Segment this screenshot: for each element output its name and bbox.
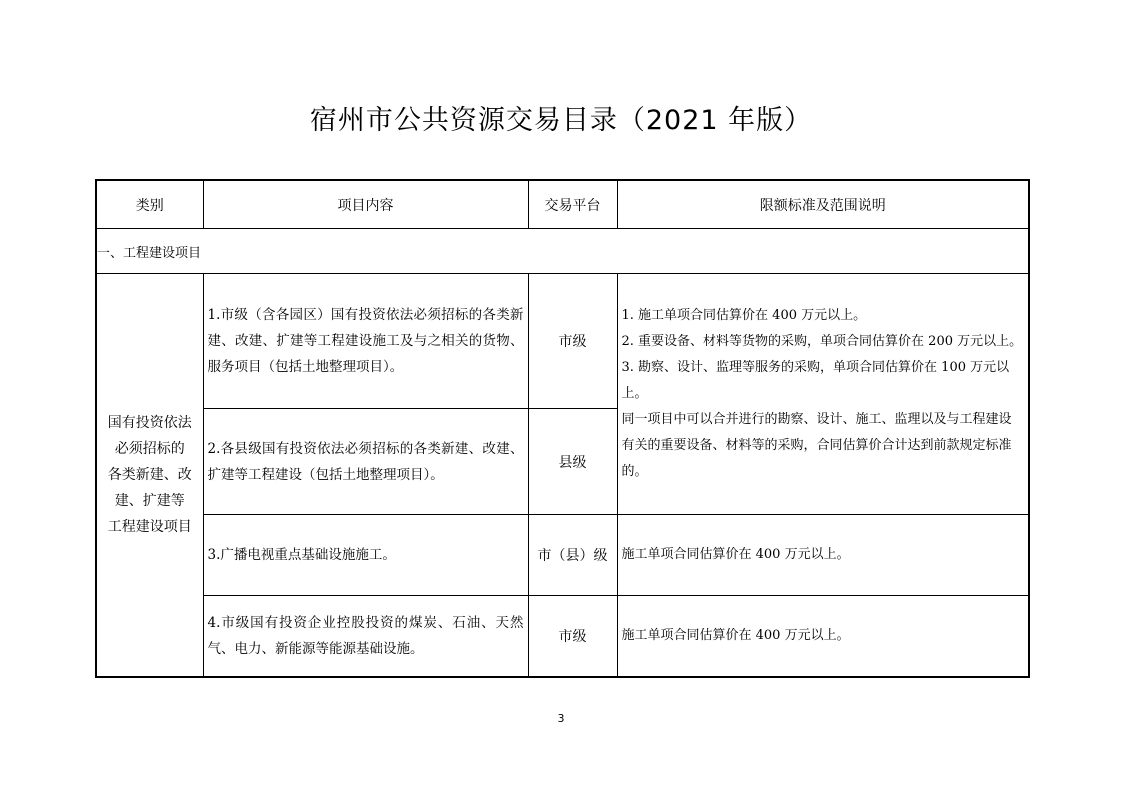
- content-cell: 4.市级国有投资企业控股投资的煤炭、石油、天然气、电力、新能源等能源基础设施。: [203, 596, 528, 677]
- platform-cell: 市（县）级: [528, 515, 617, 596]
- limit-cell: 施工单项合同估算价在 400 万元以上。: [617, 596, 1029, 677]
- header-category: 类别: [96, 180, 203, 229]
- shared-limit-cell: [617, 274, 1029, 515]
- limit-line: 3. 勘察、设计、监理等服务的采购，单项合同估算价在 100 万元以上。: [621, 360, 1010, 401]
- category-line: 国有投资依法: [107, 414, 192, 431]
- table-row: [96, 596, 1029, 677]
- platform-cell: 市级: [528, 596, 617, 677]
- table-row: [96, 274, 1029, 409]
- category-line: 建、扩建等: [114, 492, 185, 509]
- page-title: 宿州市公共资源交易目录（2021 年版）: [309, 105, 813, 136]
- resource-catalog-table: [95, 179, 1030, 678]
- category-cell: [96, 274, 203, 677]
- limit-line: 同一项目中可以合并进行的勘察、设计、施工、监理以及与工程建设有关的重要设备、材料等的采购，合同估算价合计达到前款规定标准的。: [621, 412, 1012, 479]
- section-title: 一、工程建设项目: [96, 229, 1029, 274]
- section-row: [96, 229, 1029, 274]
- header-platform: 交易平台: [528, 180, 617, 229]
- content-cell: 1.市级（含各园区）国有投资依法必须招标的各类新建、改建、扩建等工程建设施工及与之相关的货物、服务项目（包括土地整理项目）。: [203, 274, 528, 409]
- platform-cell: 市级: [528, 274, 617, 409]
- category-line: 工程建设项目: [107, 518, 192, 535]
- limit-line: 2. 重要设备、材料等货物的采购，单项合同估算价在 200 万元以上。: [621, 334, 1023, 349]
- category-line: 必须招标的: [114, 440, 185, 457]
- table-row: [96, 515, 1029, 596]
- page-number: 3: [557, 712, 565, 725]
- category-line: 各类新建、改: [107, 466, 192, 483]
- content-cell: 2.各县级国有投资依法必须招标的各类新建、改建、扩建等工程建设（包括土地整理项目）。: [203, 409, 528, 515]
- limit-line: 1. 施工单项合同估算价在 400 万元以上。: [621, 308, 867, 323]
- header-content: 项目内容: [203, 180, 528, 229]
- content-cell: 3.广播电视重点基础设施施工。: [203, 515, 528, 596]
- platform-cell: 县级: [528, 409, 617, 515]
- header-limit: 限额标准及范围说明: [617, 180, 1029, 229]
- limit-cell: 施工单项合同估算价在 400 万元以上。: [617, 515, 1029, 596]
- table-header-row: [96, 180, 1029, 229]
